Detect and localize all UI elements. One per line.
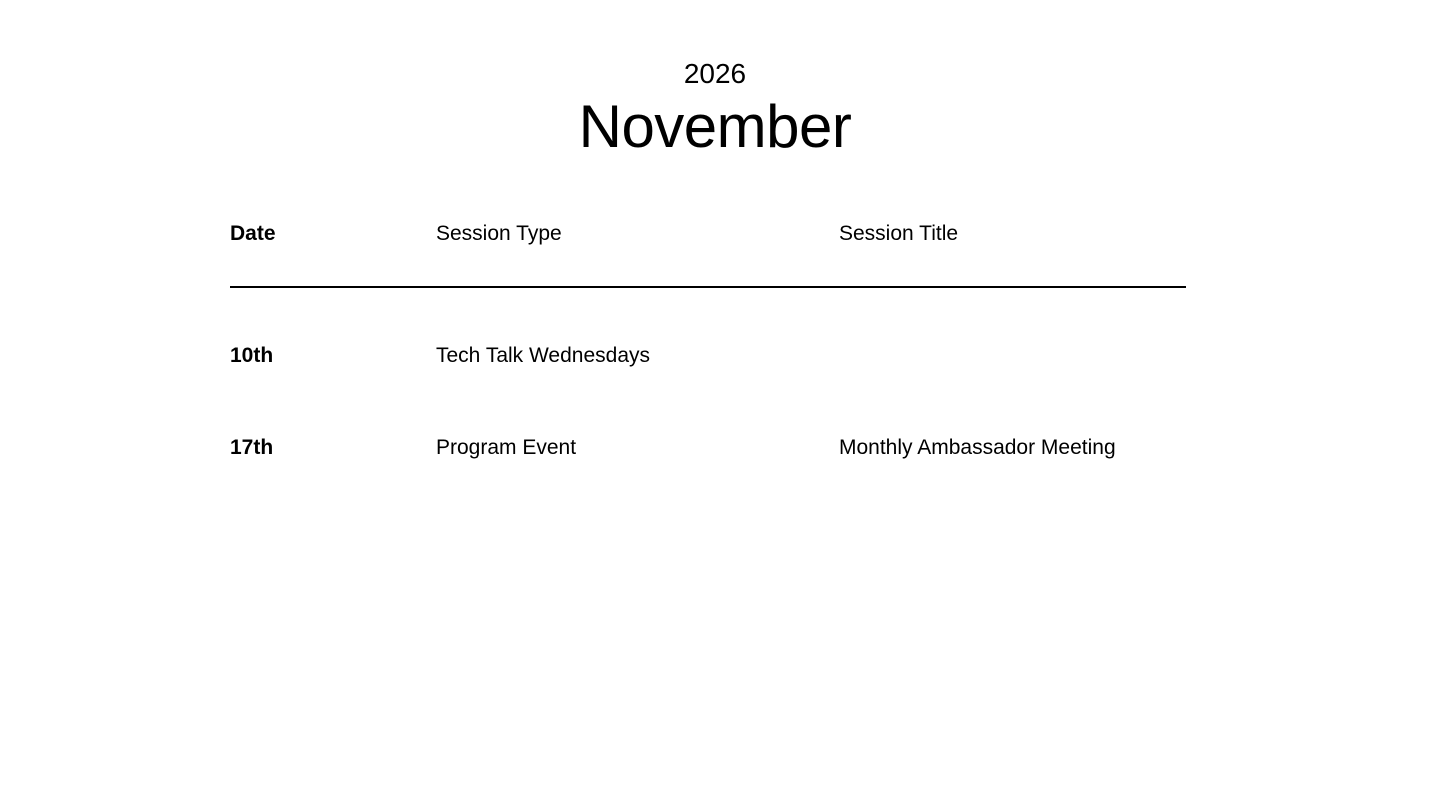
table-header-row	[230, 219, 1186, 249]
row-date: 17th	[230, 436, 274, 459]
row-session-title: Monthly Ambassador Meeting	[839, 436, 1116, 459]
column-header-session-type: Session Type	[436, 222, 562, 245]
column-header-session-title: Session Title	[839, 222, 959, 245]
table-row	[230, 433, 1186, 463]
row-session-type: Program Event	[436, 436, 577, 459]
header-divider	[230, 286, 1186, 288]
month-heading: November	[578, 93, 852, 160]
year-heading: 2026	[683, 58, 747, 89]
row-date: 10th	[230, 344, 274, 367]
row-session-type: Tech Talk Wednesdays	[436, 344, 651, 367]
table-row	[230, 341, 1186, 371]
column-header-date: Date	[230, 222, 276, 245]
